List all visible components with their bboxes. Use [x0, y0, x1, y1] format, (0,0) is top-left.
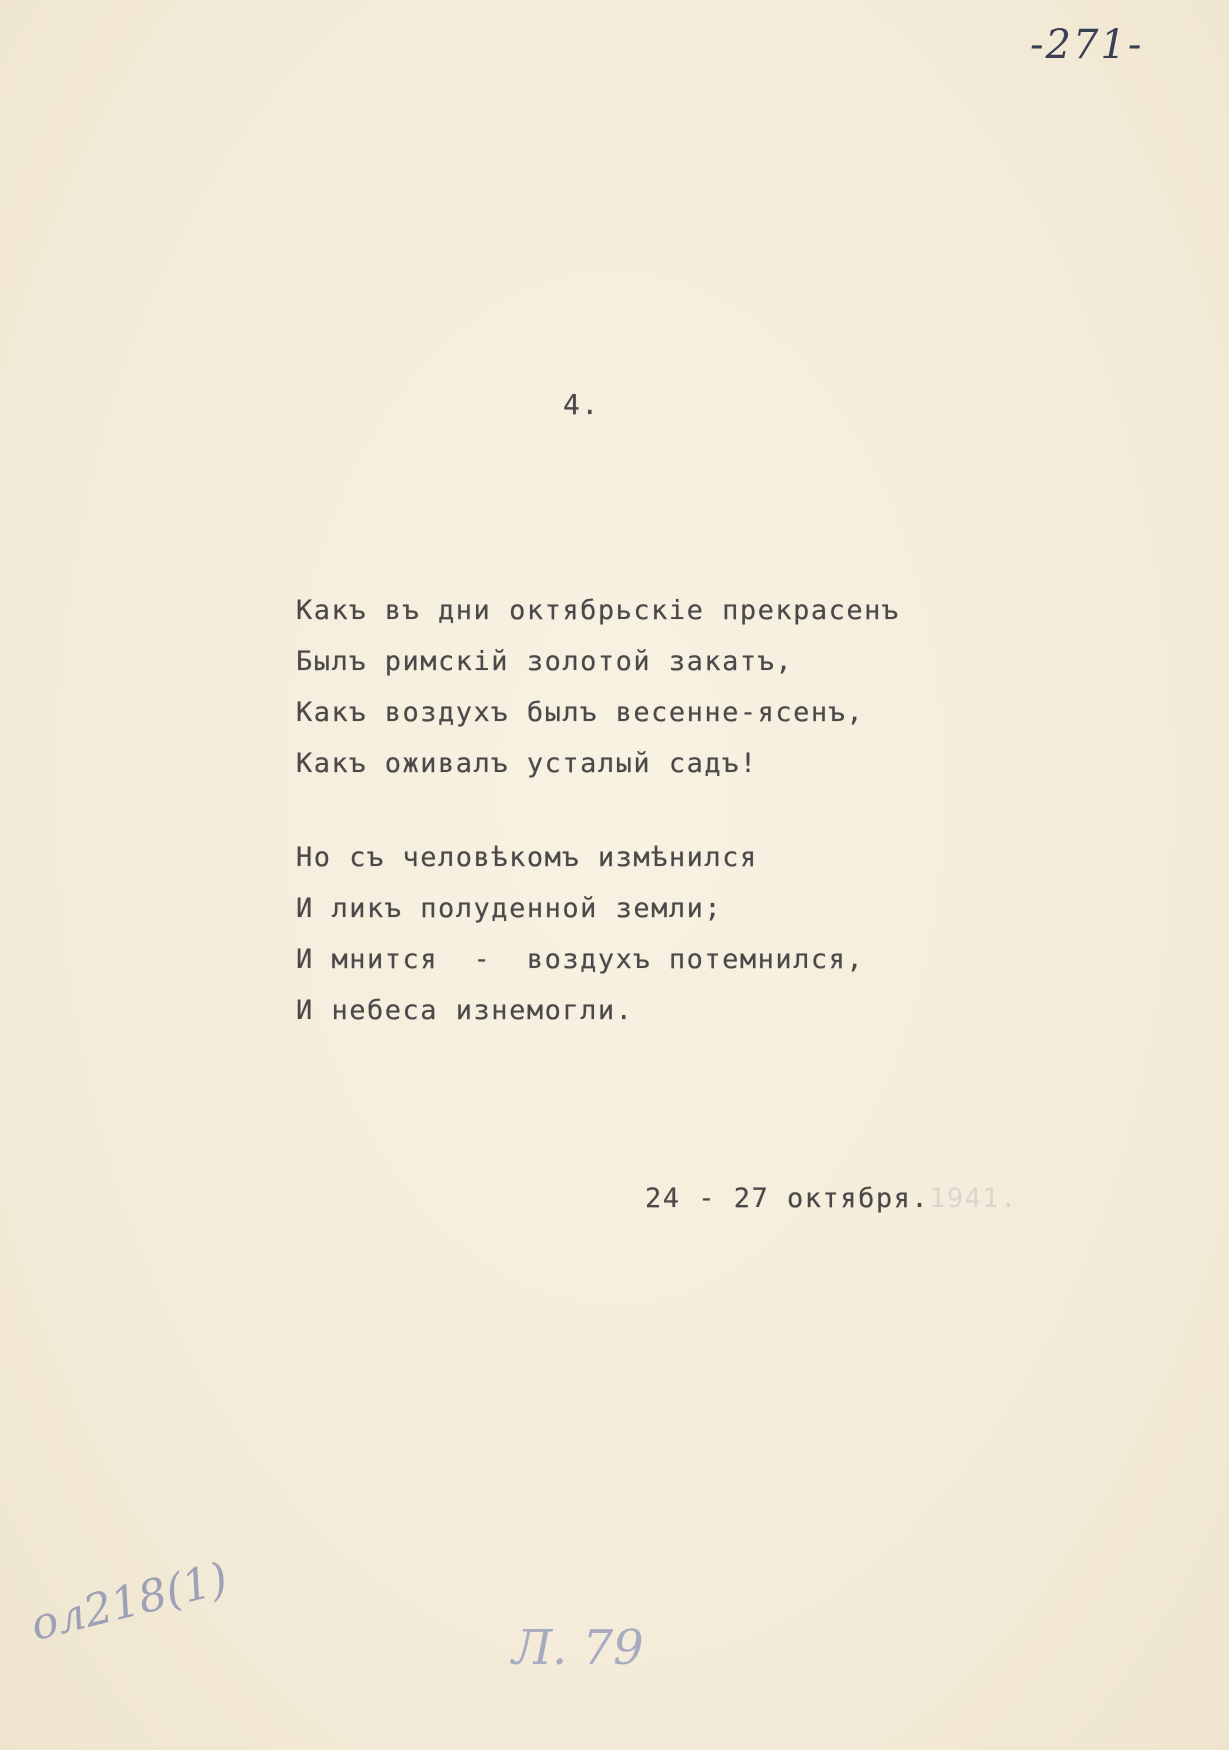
verse-line: Былъ римскій золотой закатъ,	[296, 646, 794, 677]
verse-line: И мнится - воздухъ потемнился,	[296, 944, 865, 975]
verse-line: И небеса изнемогли.	[296, 995, 634, 1026]
verse-line: Но съ человѣкомъ измѣнился	[296, 842, 758, 873]
stanza-1	[296, 585, 900, 789]
verse-line: Какъ оживалъ усталый садъ!	[296, 748, 758, 779]
erased-year: 1941.	[929, 1183, 1018, 1214]
verse-line: Какъ воздухъ былъ весенне-ясенъ,	[296, 697, 865, 728]
verse-line: Какъ въ дни октябрьскіе прекрасенъ	[296, 595, 900, 626]
folio-number: -271-	[1030, 22, 1144, 68]
date-text: 24 - 27 октября.	[645, 1183, 930, 1214]
archive-code: ол218(1)	[25, 1552, 233, 1651]
date-line	[645, 1183, 1018, 1214]
section-number: 4.	[563, 388, 600, 421]
stanza-2	[296, 832, 864, 1036]
leaf-number: Л. 79	[512, 1620, 644, 1676]
verse-line: И ликъ полуденной земли;	[296, 893, 723, 924]
